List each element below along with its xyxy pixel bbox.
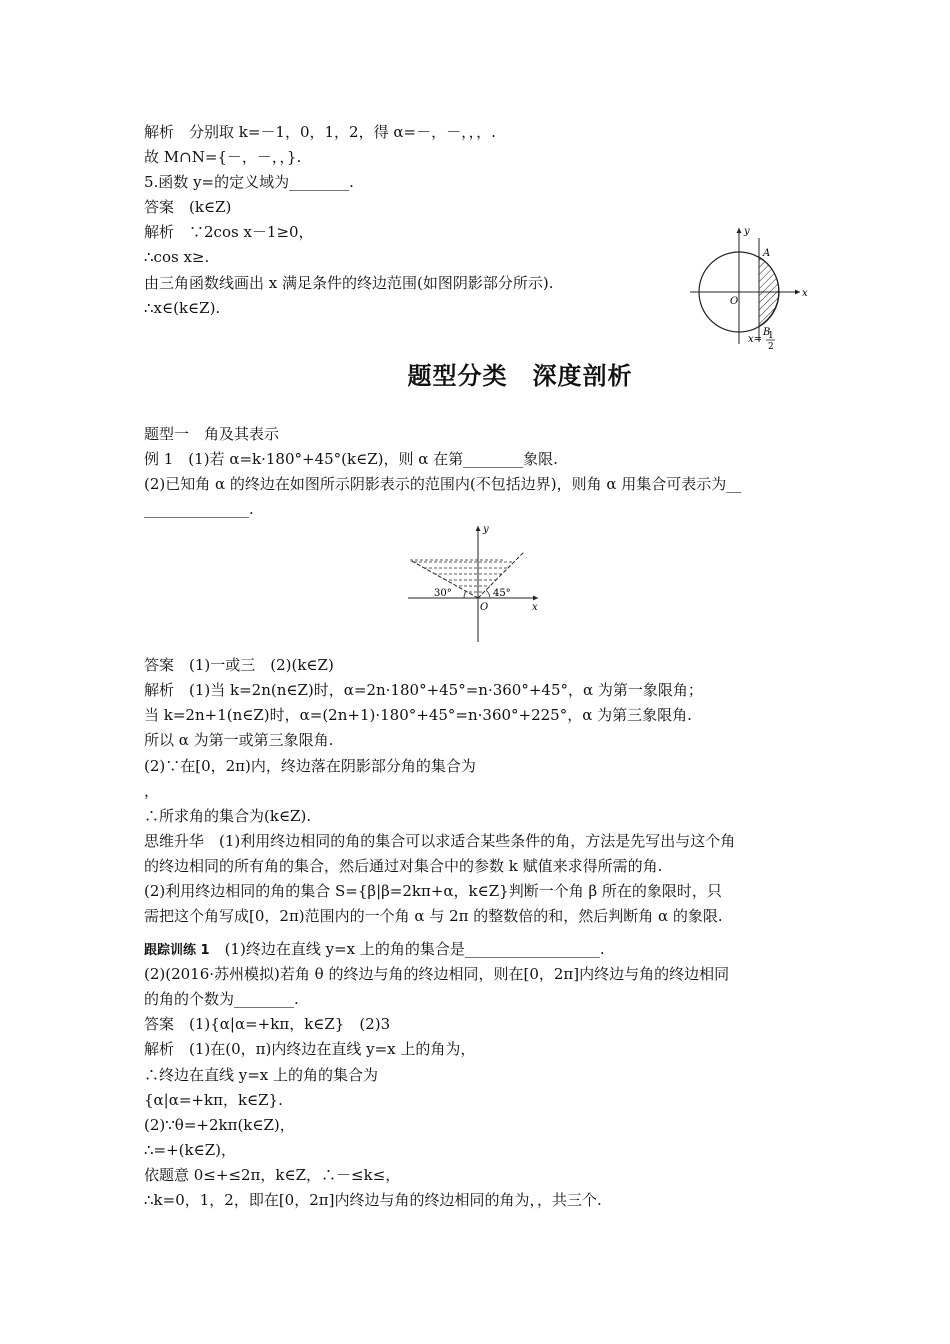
text-line: 答案 (1){α|α=+kπ，k∈Z} (2)3 bbox=[144, 1015, 391, 1033]
text-line: (2)∵θ=+2kπ(k∈Z)， bbox=[144, 1116, 295, 1134]
y-axis-label: y bbox=[483, 524, 489, 535]
exercise-label: 跟踪训练 1 bbox=[144, 943, 210, 958]
text-line: 答案 (1)一或三 (2)(k∈Z) bbox=[144, 656, 334, 674]
text-line: 需把这个角写成[0，2π)范围内的一个角 α 与 2π 的整数倍的和，然后判断角 α 的象限. bbox=[144, 907, 723, 925]
text-line: 解析 ∵2cos x－1≥0， bbox=[144, 223, 314, 241]
text-line: 所以 α 为第一或第三象限角. bbox=[144, 731, 334, 749]
x-axis-label: x bbox=[532, 602, 538, 613]
text-line: (2)(2016·苏州模拟)若角 θ 的终边与角的终边相同，则在[0，2π]内终边与角的终边相同 bbox=[144, 965, 730, 983]
text-line: (2)∵在[0，2π)内，终边落在阴影部分角的集合为 bbox=[144, 757, 476, 775]
x-axis-label: x bbox=[802, 288, 808, 299]
text-line: ， bbox=[144, 782, 160, 800]
y-axis-label: y bbox=[744, 226, 750, 237]
text-line: {α|α=+kπ，k∈Z}. bbox=[144, 1091, 283, 1109]
fraction-denominator: 2 bbox=[768, 342, 774, 352]
text-line: ∴k=0，1，2，即在[0，2π]内终边与角的终边相同的角为，，共三个. bbox=[144, 1191, 602, 1209]
text-line: 例 1 (1)若 α=k·180°+45°(k∈Z)，则 α 在第________象限. bbox=[144, 450, 558, 468]
text-line: 当 k=2n+1(n∈Z)时，α=(2n+1)·180°+45°=n·360°+225°，α 为第三象限角. bbox=[144, 706, 692, 724]
text-line: 的角的个数为________. bbox=[144, 990, 299, 1008]
origin-label: O bbox=[480, 602, 489, 613]
angle-right-label: 45° bbox=[493, 588, 511, 599]
point-a-label: A bbox=[763, 248, 771, 259]
unit-circle-figure bbox=[684, 222, 814, 354]
line-equation-label: x= bbox=[748, 334, 763, 345]
text-line: 5.函数 y=的定义域为________. bbox=[144, 173, 354, 191]
text-line: 由三角函数线画出 x 满足条件的终边范围(如图阴影部分所示). bbox=[144, 274, 554, 292]
text-line: 依题意 0≤+≤2π，k∈Z，∴－≤k≤， bbox=[144, 1166, 401, 1184]
angle-left-label: 30° bbox=[434, 588, 452, 599]
text-line: 思维升华 (1)利用终边相同的角的集合可以求适合某些条件的角，方法是先写出与这个角 bbox=[144, 832, 736, 850]
text-line bbox=[144, 938, 605, 962]
text-line: ∴=+(k∈Z)， bbox=[144, 1141, 236, 1159]
text-line: 解析 (1)当 k=2n(n∈Z)时，α=2n·180°+45°=n·360°+45°，α 为第一象限角； bbox=[144, 681, 703, 699]
text-line: ∴x∈(k∈Z). bbox=[144, 299, 221, 317]
text-line: 的终边相同的所有角的集合，然后通过对集合中的参数 k 赋值来求得所需的角. bbox=[144, 857, 663, 875]
text-line: ______________. bbox=[144, 500, 254, 518]
text-line: (2)已知角 α 的终边在如图所示阴影表示的范围内(不包括边界)，则角 α 用集合可表示为__ bbox=[144, 475, 742, 493]
text-line: 解析 分别取 k=－1，0，1，2，得 α=－，－，，，. bbox=[144, 123, 496, 141]
text-line: ∴所求角的集合为(k∈Z). bbox=[144, 807, 312, 825]
section-title: 题型分类 深度剖析 bbox=[407, 362, 633, 390]
text-line: ∴cos x≥. bbox=[144, 248, 210, 266]
angle-region-figure bbox=[404, 520, 554, 646]
fraction-numerator: 1 bbox=[768, 331, 774, 341]
text-line: 解析 (1)在(0，π)内终边在直线 y=x 上的角为， bbox=[144, 1040, 476, 1058]
text-line: 故 M∩N={－，－，，}. bbox=[144, 148, 302, 166]
text-line: 答案 (k∈Z) bbox=[144, 198, 232, 216]
point-b-label: B bbox=[763, 327, 771, 338]
origin-label: O bbox=[730, 296, 739, 307]
text-line: ∴终边在直线 y=x 上的角的集合为 bbox=[144, 1066, 379, 1084]
text-line: (2)利用终边相同的角的集合 S={β|β=2kπ+α，k∈Z}判断一个角 β 所在的象限时，只 bbox=[144, 882, 722, 900]
text-line: 题型一 角及其表示 bbox=[144, 425, 280, 443]
exercise-text: (1)终边在直线 y=x 上的角的集合是__________________. bbox=[209, 940, 605, 958]
